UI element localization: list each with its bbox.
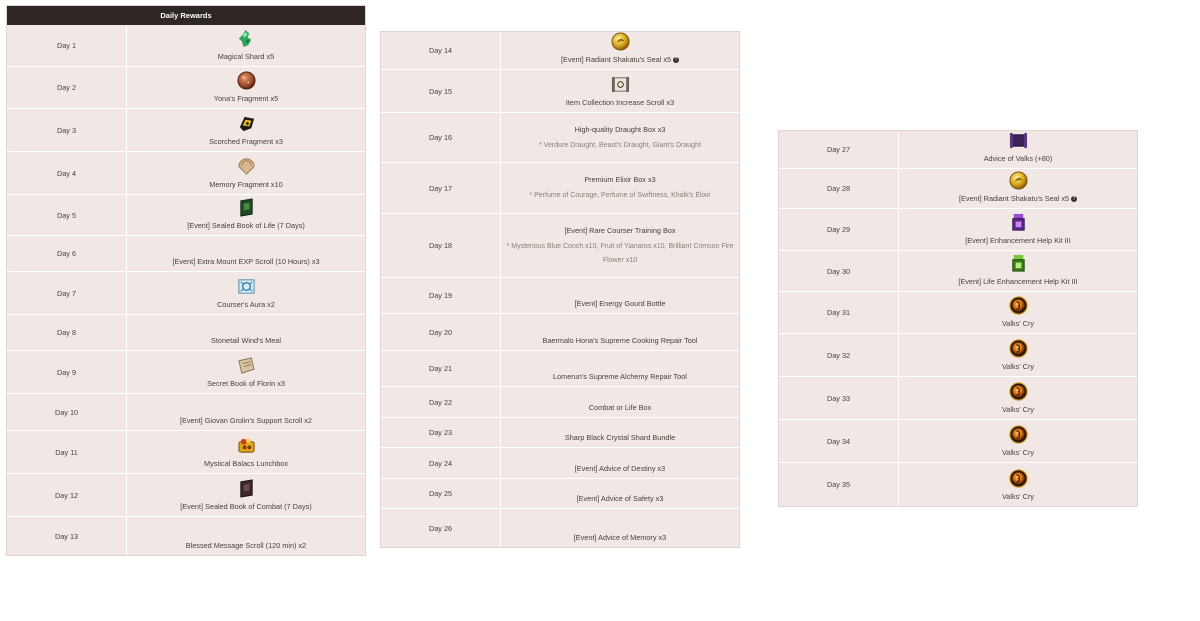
memory-fragment-icon — [237, 157, 256, 176]
reward-cell — [127, 272, 365, 314]
table-row — [7, 315, 365, 351]
reward-contents-note: * Verdure Draught, Beast's Draught, Giant's Draught — [539, 141, 701, 149]
reward-name: [Event] Giovan Grolin's Support Scroll x2 — [180, 416, 312, 425]
table-row — [779, 169, 1137, 209]
reward-cell — [899, 420, 1137, 462]
day-label: Day 8 — [7, 315, 127, 350]
valks-cry-icon — [1009, 469, 1028, 488]
day-label: Day 12 — [7, 474, 127, 516]
day-label: Day 7 — [7, 272, 127, 314]
table-row — [381, 479, 739, 509]
day-label: Day 29 — [779, 209, 899, 250]
reward-cell — [127, 67, 365, 108]
day-label: Day 4 — [7, 152, 127, 194]
reward-name: Courser's Aura x2 — [217, 300, 275, 309]
rewards-table-3 — [778, 130, 1138, 507]
day-label: Day 13 — [7, 517, 127, 555]
valks-cry-icon — [1009, 339, 1028, 358]
reward-cell — [501, 113, 739, 162]
reward-name: Valks' Cry — [1001, 405, 1035, 414]
reward-cell — [501, 214, 739, 277]
reward-name: [Event] Radiant Shakatu's Seal x5 ? — [958, 194, 1076, 203]
scorched-fragment-icon — [237, 114, 256, 133]
day-label: Day 18 — [381, 214, 501, 277]
table-row — [7, 195, 365, 236]
reward-cell — [501, 418, 739, 447]
table-row — [381, 163, 739, 214]
day-label: Day 3 — [7, 109, 127, 151]
reward-cell — [899, 251, 1137, 291]
reward-cell — [501, 163, 739, 213]
reward-cell — [501, 32, 739, 69]
blue-aura-scroll-icon — [237, 277, 256, 296]
reward-cell — [127, 394, 365, 430]
reward-cell — [501, 387, 739, 417]
reward-cell — [899, 377, 1137, 419]
valks-cry-icon — [1009, 382, 1028, 401]
table-row — [779, 251, 1137, 292]
reward-contents-note: * Perfume of Courage, Perfume of Swiftness, Khalk's Elixir — [529, 192, 711, 199]
table-row — [7, 474, 365, 517]
table-row — [7, 109, 365, 152]
table-row — [779, 131, 1137, 169]
green-shard-icon — [237, 29, 256, 48]
reward-cell — [127, 236, 365, 271]
table-row — [7, 517, 365, 555]
day-label: Day 2 — [7, 67, 127, 108]
table-row — [7, 67, 365, 109]
reward-name: [Event] Rare Courser Training Box — [564, 225, 676, 235]
lunchbox-icon — [237, 436, 256, 455]
reward-name: [Event] Life Enhancement Help Kit III — [958, 277, 1078, 286]
rewards-table-2 — [380, 31, 740, 548]
day-label: Day 30 — [779, 251, 899, 291]
day-label: Day 1 — [7, 25, 127, 66]
day-label: Day 31 — [779, 292, 899, 333]
table-row — [381, 214, 739, 278]
day-label: Day 19 — [381, 278, 501, 313]
secret-book-icon — [237, 356, 256, 375]
day-label: Day 11 — [7, 431, 127, 473]
day-label: Day 21 — [381, 351, 501, 386]
table-header: Daily Rewards — [7, 6, 365, 25]
reward-name: Item Collection Increase Scroll x3 — [565, 98, 675, 107]
day-label: Day 6 — [7, 236, 127, 271]
reward-name: Yona's Fragment x5 — [213, 94, 279, 103]
reward-cell — [899, 131, 1137, 168]
day-label: Day 32 — [779, 334, 899, 376]
reward-name: Baermalo Hona's Supreme Cooking Repair Tool — [542, 336, 698, 345]
reward-name: Stonetail Wind's Meal — [211, 336, 281, 345]
valks-cry-icon — [1009, 425, 1028, 444]
reward-name: Secret Book of Florin x3 — [207, 379, 285, 388]
day-label: Day 25 — [381, 479, 501, 508]
day-label: Day 33 — [779, 377, 899, 419]
day-label: Day 20 — [381, 314, 501, 350]
day-label: Day 24 — [381, 448, 501, 478]
reward-name: Combat or Life Box — [588, 403, 652, 412]
reward-name: Sharp Black Crystal Shard Bundle — [564, 433, 676, 442]
table-row — [381, 278, 739, 314]
reward-cell — [501, 314, 739, 350]
reward-cell — [127, 315, 365, 350]
reward-cell — [127, 109, 365, 151]
table-row — [779, 334, 1137, 377]
reward-cell — [127, 25, 365, 66]
day-label: Day 27 — [779, 131, 899, 168]
table-row — [381, 418, 739, 448]
reward-name: [Event] Advice of Destiny x3 — [574, 464, 666, 473]
table-row — [779, 377, 1137, 420]
reward-name: Magical Shard x5 — [217, 52, 275, 61]
reward-cell — [127, 474, 365, 516]
table-row — [381, 314, 739, 351]
table-row — [7, 394, 365, 431]
table-row — [7, 272, 365, 315]
day-label: Day 35 — [779, 463, 899, 506]
day-label: Day 28 — [779, 169, 899, 208]
rewards-table-1 — [6, 5, 366, 556]
scroll-icon — [611, 75, 630, 94]
table-row — [779, 209, 1137, 251]
day-label: Day 17 — [381, 163, 501, 213]
day-label: Day 16 — [381, 113, 501, 162]
reward-contents-note: * Mysterious Blue Conch x10, Fruit of Yianaros x10, Brilliant Crimson Fire Flower x10 — [506, 242, 734, 264]
table-row — [779, 463, 1137, 506]
day-label: Day 5 — [7, 195, 127, 235]
reward-name: [Event] Sealed Book of Life (7 Days) — [187, 221, 305, 230]
reward-cell — [501, 278, 739, 313]
reward-cell — [899, 169, 1137, 208]
reward-cell — [899, 463, 1137, 506]
table-row — [7, 25, 365, 67]
reward-name: [Event] Advice of Safety x3 — [576, 494, 664, 503]
table-row — [381, 32, 739, 70]
brown-orb-icon — [237, 71, 256, 90]
reward-name: Valks' Cry — [1001, 362, 1035, 371]
reward-name: Premium Elixir Box x3 — [584, 175, 656, 184]
gold-seal-icon — [611, 32, 630, 51]
reward-name: Valks' Cry — [1001, 492, 1035, 501]
reward-cell — [899, 209, 1137, 250]
table-row — [381, 70, 739, 113]
table-row — [779, 292, 1137, 334]
reward-name: Valks' Cry — [1001, 448, 1035, 457]
table-row — [7, 236, 365, 272]
reward-cell — [127, 431, 365, 473]
reward-cell — [501, 509, 739, 547]
reward-cell — [127, 517, 365, 555]
day-label: Day 15 — [381, 70, 501, 112]
reward-name: [Event] Advice of Memory x3 — [573, 533, 667, 542]
valks-cry-icon — [1009, 296, 1028, 315]
dark-book-icon — [237, 479, 256, 498]
table-row — [381, 351, 739, 387]
day-label: Day 23 — [381, 418, 501, 447]
reward-name: High-quality Draught Box x3 — [574, 124, 666, 134]
reward-cell — [899, 334, 1137, 376]
purple-kit-icon — [1009, 213, 1028, 232]
reward-name: Advice of Valks (+80) — [983, 154, 1053, 163]
reward-name: [Event] Extra Mount EXP Scroll (10 Hours) x3 — [172, 257, 320, 266]
table-row — [7, 152, 365, 195]
green-kit-icon — [1009, 254, 1028, 273]
table-row — [779, 420, 1137, 463]
reward-name: Blessed Message Scroll (120 min) x2 — [185, 541, 307, 550]
reward-cell — [501, 70, 739, 112]
day-label: Day 9 — [7, 351, 127, 393]
reward-name: [Event] Energy Gourd Bottle — [574, 299, 666, 308]
day-label: Day 14 — [381, 32, 501, 69]
day-label: Day 34 — [779, 420, 899, 462]
reward-name: Mystical Balacs Lunchbox — [204, 459, 288, 468]
table-row — [381, 387, 739, 418]
table-row — [381, 113, 739, 163]
day-label: Day 26 — [381, 509, 501, 547]
purple-scroll-icon — [1009, 131, 1028, 150]
reward-cell — [501, 479, 739, 508]
table-row — [7, 431, 365, 474]
reward-name: [Event] Radiant Shakatu's Seal x5 ? — [560, 55, 678, 64]
reward-cell — [501, 448, 739, 478]
reward-cell — [127, 351, 365, 393]
reward-cell — [899, 292, 1137, 333]
reward-name: [Event] Enhancement Help Kit III — [965, 236, 1071, 245]
table-row — [381, 509, 739, 547]
help-icon[interactable]: ? — [1072, 196, 1076, 202]
table-row — [7, 351, 365, 394]
reward-cell — [127, 152, 365, 194]
gold-seal-icon — [1009, 171, 1028, 190]
help-icon[interactable]: ? — [674, 57, 678, 63]
reward-name: Lomerun's Supreme Alchemy Repair Tool — [553, 372, 687, 381]
day-label: Day 10 — [7, 394, 127, 430]
green-book-icon — [237, 198, 256, 217]
day-label: Day 22 — [381, 387, 501, 417]
reward-cell — [127, 195, 365, 235]
reward-name: Memory Fragment x10 — [209, 180, 283, 189]
reward-name: Scorched Fragment x3 — [209, 137, 283, 146]
reward-name: Valks' Cry — [1001, 319, 1035, 328]
table-row — [381, 448, 739, 479]
reward-name: [Event] Sealed Book of Combat (7 Days) — [180, 502, 312, 511]
reward-cell — [501, 351, 739, 386]
